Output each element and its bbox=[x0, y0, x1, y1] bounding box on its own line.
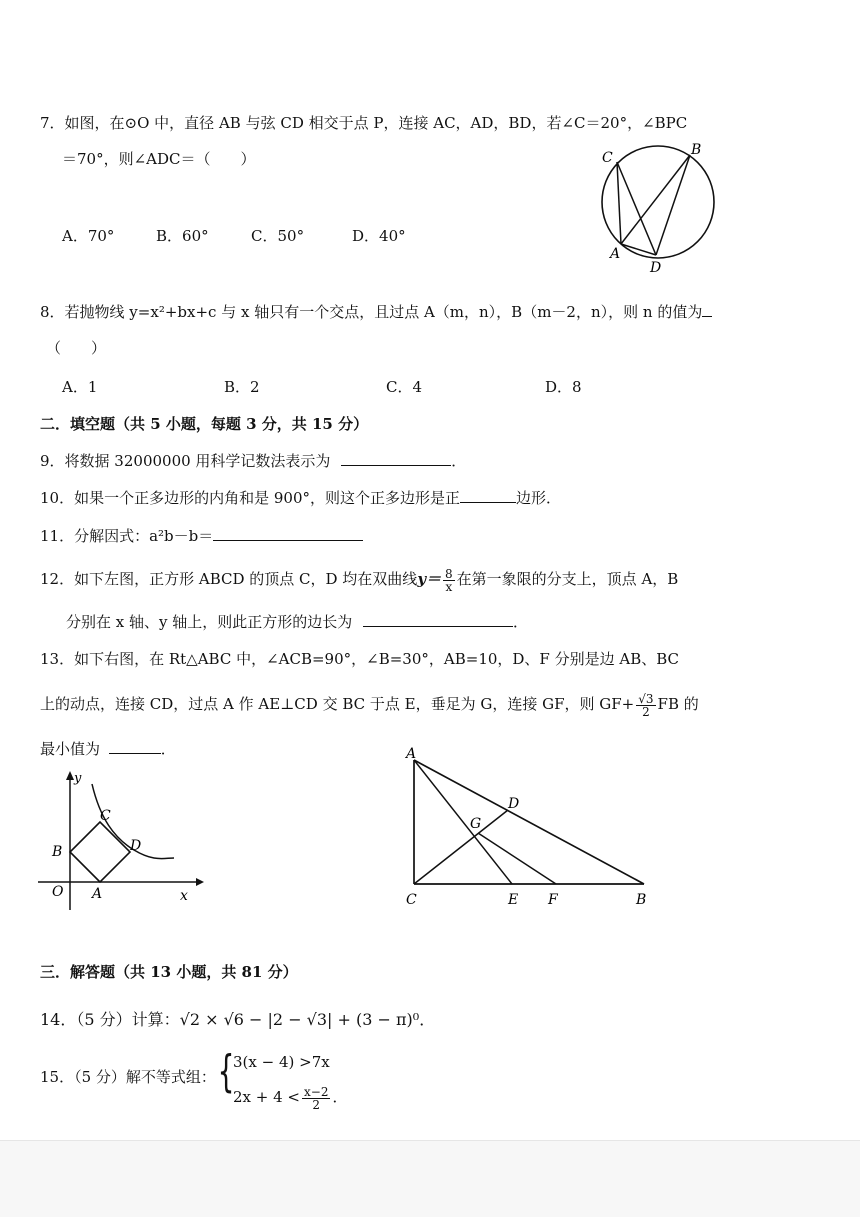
fig12-label-o: O bbox=[52, 884, 64, 900]
q12-line1 bbox=[40, 566, 678, 593]
q7-option-c: C．50° bbox=[251, 227, 305, 245]
q12-end: ． bbox=[513, 613, 529, 631]
q8-option-a: A．1 bbox=[62, 378, 98, 396]
q7-circle-figure bbox=[590, 140, 730, 280]
q12-blank bbox=[363, 612, 513, 627]
fig12-label-b: B bbox=[52, 844, 63, 860]
q7-option-d: D．40° bbox=[352, 227, 406, 245]
chord-ad bbox=[621, 244, 656, 255]
q9-blank bbox=[341, 451, 451, 466]
fig13-label-a: A bbox=[406, 746, 417, 762]
q8-underline bbox=[702, 302, 712, 317]
fig12-label-y: y bbox=[74, 771, 82, 786]
fig12-label-d: D bbox=[130, 838, 142, 854]
q12-fraction bbox=[443, 568, 455, 593]
q13-frac-den: 2 bbox=[642, 704, 650, 719]
q11 bbox=[40, 526, 363, 546]
q12-text-2: 分别在 x 轴、y 轴上，则此正方形的边长为 bbox=[66, 613, 353, 631]
chord-ac bbox=[617, 162, 621, 244]
q13-line2 bbox=[40, 690, 699, 718]
q11-blank bbox=[213, 526, 363, 541]
fig13-label-g: G bbox=[470, 816, 482, 832]
fig13-label-f: F bbox=[548, 892, 558, 908]
q9 bbox=[40, 451, 466, 471]
q12-text-a: 12．如下左图，正方形 ABCD 的顶点 C，D 均在双曲线 bbox=[40, 570, 418, 588]
q9-end: ． bbox=[451, 452, 467, 470]
q13-text-b: FB 的 bbox=[657, 695, 699, 713]
q7-option-a: A．70° bbox=[62, 227, 115, 245]
section-2-title: 二．填空题（共 5 小题，每题 3 分，共 15 分） bbox=[40, 415, 369, 433]
fig7-label-c: C bbox=[602, 150, 613, 166]
q13-triangle-figure bbox=[400, 742, 660, 912]
q11-text: 11．分解因式：a²b－b＝ bbox=[40, 527, 214, 545]
q14: 14．（5 分）计算：√2 × √6 − |2 − √3| + (3 − π)⁰． bbox=[40, 1010, 436, 1029]
segment-gf bbox=[478, 833, 556, 884]
q7-option-b: B．60° bbox=[156, 227, 209, 245]
side-ab bbox=[414, 760, 644, 884]
fig12-label-x: x bbox=[180, 888, 188, 904]
q10-blank bbox=[460, 488, 516, 503]
q8-line2: （ ） bbox=[46, 339, 107, 357]
q15-inequality-1: 3(x − 4) >7x bbox=[233, 1053, 330, 1071]
q9-text: 9．将数据 32000000 用科学记数法表示为 bbox=[40, 452, 331, 470]
segment-cd bbox=[414, 810, 508, 884]
q15-ineq2-end: ． bbox=[332, 1088, 348, 1106]
fig13-label-d: D bbox=[508, 796, 520, 812]
q12-text-b: 在第一象限的分支上，顶点 A，B bbox=[456, 570, 679, 588]
q8-option-c: C．4 bbox=[386, 378, 423, 396]
q12-frac-den: x bbox=[445, 579, 453, 594]
q13-text-a: 上的动点，连接 CD，过点 A 作 AE⊥CD 交 BC 于点 E，垂足为 G，连接 GF，则 GF+ bbox=[40, 695, 635, 713]
q15-frac-den: 2 bbox=[312, 1097, 321, 1112]
segment-ae bbox=[414, 760, 512, 884]
q8-line1 bbox=[40, 302, 712, 322]
q12-frac-num: 8 bbox=[445, 566, 453, 581]
q13-fraction bbox=[636, 693, 655, 718]
q7-line2: ＝70°，则∠ADC＝（ ） bbox=[62, 150, 256, 168]
q10 bbox=[40, 488, 561, 508]
x-axis-arrow bbox=[196, 878, 204, 886]
q10-text: 10．如果一个正多边形的内角和是 900°，则这个正多边形是正 bbox=[40, 489, 460, 507]
q13-end: ． bbox=[160, 740, 176, 758]
q15-fraction bbox=[302, 1086, 330, 1111]
q8-option-d: D．8 bbox=[545, 378, 582, 396]
q13-blank bbox=[109, 739, 161, 754]
fig13-label-b: B bbox=[636, 892, 647, 908]
q15-brace: { bbox=[217, 1046, 235, 1097]
fig7-label-d: D bbox=[650, 260, 662, 276]
square-abcd bbox=[70, 822, 130, 882]
section-3-title: 三．解答题（共 13 小题，共 81 分） bbox=[40, 963, 298, 981]
fig7-label-b: B bbox=[691, 142, 702, 158]
fig13-label-c: C bbox=[406, 892, 417, 908]
fig12-label-a: A bbox=[92, 886, 103, 902]
fig13-label-e: E bbox=[508, 892, 519, 908]
q13-line3 bbox=[40, 739, 176, 759]
q7-line1: 7．如图，在⊙O 中，直径 AB 与弦 CD 相交于点 P，连接 AC，AD，BD，若∠C＝20°，∠BPC bbox=[40, 114, 688, 132]
q12-fn-left: y＝ bbox=[417, 570, 442, 588]
q13-line1: 13．如下右图，在 Rt△ABC 中，∠ACB=90°，∠B=30°，AB=10，D、F 分别是边 AB、BC bbox=[40, 650, 680, 668]
chord-ab bbox=[621, 155, 690, 244]
y-axis-arrow bbox=[66, 771, 74, 780]
page-bottom-margin bbox=[0, 1140, 860, 1217]
q15-frac-num: x−2 bbox=[304, 1084, 329, 1099]
q12-line2 bbox=[66, 612, 528, 632]
q15-inequality-2 bbox=[233, 1082, 347, 1112]
q13-frac-num: √3 bbox=[638, 691, 654, 706]
q8-option-b: B．2 bbox=[224, 378, 260, 396]
q15-ineq2-left: 2x + 4 < bbox=[233, 1088, 300, 1106]
q12-coordinate-figure bbox=[34, 768, 204, 913]
chord-bd bbox=[656, 155, 690, 255]
q13-text-3: 最小值为 bbox=[40, 740, 101, 758]
fig12-label-c: C bbox=[100, 808, 111, 824]
q10-end: 边形． bbox=[516, 489, 562, 507]
q15-prefix: 15．（5 分）解不等式组： bbox=[40, 1068, 216, 1086]
q8-text: 8．若抛物线 y=x²+bx+c 与 x 轴只有一个交点，且过点 A（m，n），B（m－2，n），则 n 的值为 bbox=[40, 303, 703, 321]
fig7-label-a: A bbox=[610, 246, 621, 262]
